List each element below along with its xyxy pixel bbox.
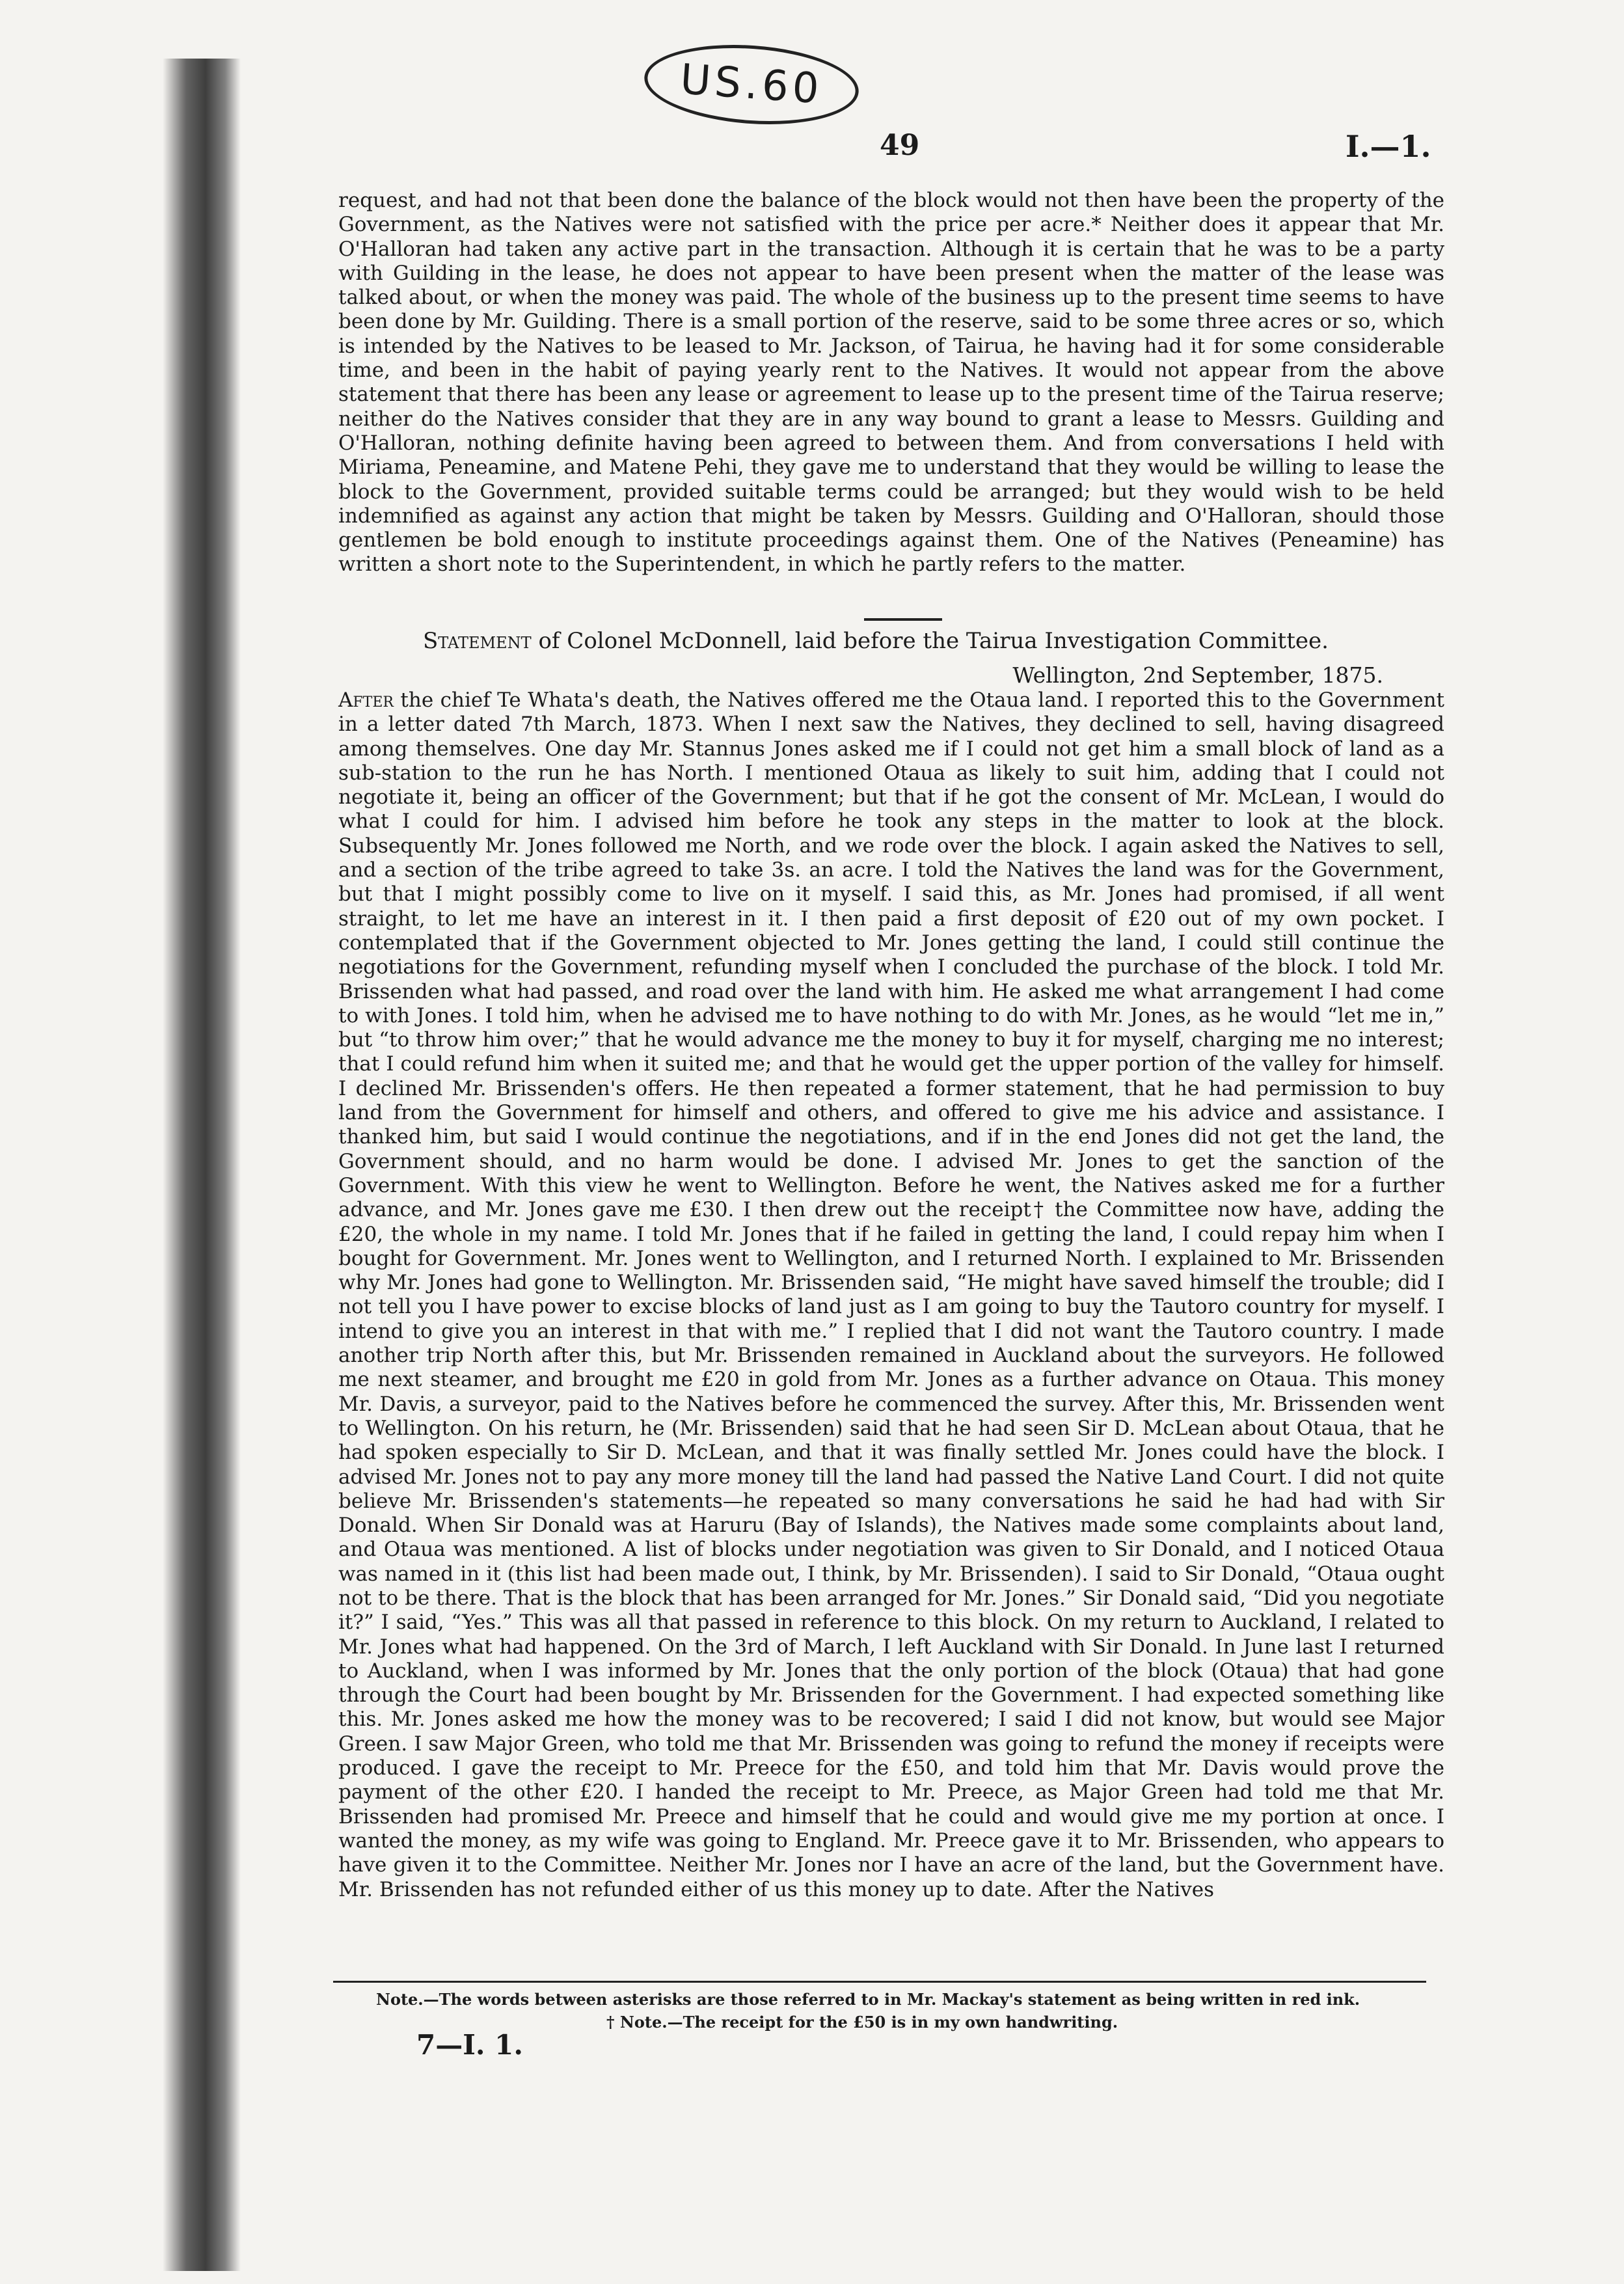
paragraph-text: request, and had not that been done the balance of the block would not then have been the property of the Government, as the Natives were not satisfied with the price per acre.* Neither does it appear that Mr. O'Halloran had taken any active part in the transaction. Although it is certain that he was to be a party with Guilding in the lease, he does not appear to have been present when the matter of the lease was talked about, or when the money was paid. The whole of the business up to the present time seems to have been done by Mr. Guilding. There is a small portion of the reserve, said to be some three acres or so, which is intended by the Natives to be leased to Mr. Jackson, of Tairua, he having had it for some considerable time, and been in the habit of paying yearly rent to the Natives. It would not appear from the above statement that there has been any lease or agreement to lease up to the present time of the Tairua reserve; neither do the Natives consider that they are in any way bound to grant a lease to Messrs. Guilding and O'Halloran, nothing definite having been agreed to between them. And from conversations I held with Miriama, Peneamine, and Matene Pehi, they gave me to understand that they would be willing to lease the block to the Government, provided suitable terms could be arranged; but they would wish to be held indemnified as against any action that might be taken by Messrs. Guilding and O'Halloran, should those gentlemen be bold enough to institute proceedings against them. One of the Natives (Peneamine) has written a short note to the Superintendent, in which he partly refers to the matter. (338, 189, 1444, 577)
heading-lead: Statement (423, 628, 532, 654)
statement-paragraph (338, 688, 1444, 1902)
series-reference: I.—1. (1346, 129, 1431, 164)
footnote-dagger: † Note.—The receipt for the £50 is in my own handwriting. (606, 2013, 1118, 2032)
footnote-divider (333, 1981, 1426, 1983)
heading-text: of Colonel McDonnell, laid before the Tairua Investigation Committee. (531, 628, 1329, 654)
footnote-asterisk: Note.—The words between asterisks are those referred to in Mr. Mackay's statement as being written in red ink. (376, 1990, 1360, 2009)
statement-heading (423, 628, 1329, 654)
binding-shadow (163, 59, 241, 2271)
opening-paragraph (338, 189, 1444, 577)
page-number: 49 (880, 129, 920, 162)
sheet-signature: 7—I. 1. (416, 2029, 523, 2061)
paragraph-text: the chief Te Whata's death, the Natives offered me the Otaua land. I reported this to the Government in a letter dated 7th March, 1873. When I next saw the Natives, they declined to sell, having disagreed among themselves. One day Mr. Stannus Jones asked me if I could not get him a small block of land as a sub-station to the run he has North. I mentioned Otaua as likely to suit him, adding that I could not negotiate it, being an officer of the Government; but that if he got the consent of Mr. McLean, I would do what I could for him. I advised him before he took any steps in the matter to look at the block. Subsequently Mr. Jones followed me North, and we rode over the block. I again asked the Natives to sell, and a section of the tribe agreed to take 3s. an acre. I told the Natives the land was for the Government, but that I might possibly come to live on it myself. I said this, as Mr. Jones had promised, if all went straight, to let me have an interest in it. I then paid a first deposit of £20 out of my own pocket. I contemplated that if the Government objected to Mr. Jones getting the land, I could still continue the negotiations for the Government, refunding myself when I concluded the purchase of the block. I told Mr. Brissenden what had passed, and road over the land with him. He asked me what arrangement I had come to with Jones. I told him, when he advised me to have nothing to do with Mr. Jones, as he would “let me in,” but “to throw him over;” that he would advance me the money to buy it for myself, charging me no interest; that I could refund him when it suited me; and that he would get the upper portion of the valley for himself. I declined Mr. Brissenden's offers. He then repeated a former statement, that he had permission to buy land from the Government for himself and others, and offered to give me his advice and assistance. I thanked him, but said I would continue the negotiations, and if in the end Jones did not get the land, the Government should, and no harm would be done. I advised Mr. Jones to get the sanction of the Government. With this view he went to Wellington. Before he went, the Natives asked me for a further advance, and Mr. Jones gave me £30. I then drew out the receipt† the Committee now have, adding the £20, the whole in my name. I told Mr. Jones that if he failed in getting the land, I could repay him when I bought for Government. Mr. Jones went to Wellington, and I returned North. I explained to Mr. Brissenden why Mr. Jones had gone to Wellington. Mr. Brissenden said, “He might have saved himself the trouble; did I not tell you I have power to excise blocks of land just as I am going to buy the Tautoro country for myself. I intend to give you an interest in that with me.” I replied that I did not want the Tautoro country. I made another trip North after this, but Mr. Brissenden remained in Auckland about the surveyors. He followed me next steamer, and brought me £20 in gold from Mr. Jones as a further advance on Otaua. This money Mr. Davis, a surveyor, paid to the Natives before he commenced the survey. After this, Mr. Brissenden went to Wellington. On his return, he (Mr. Brissenden) said that he had seen Sir D. McLean about Otaua, that he had spoken especially to Sir D. McLean, and that it was finally settled Mr. Jones could have the block. I advised Mr. Jones not to pay any more money till the land had passed the Native Land Court. I did not quite believe Mr. Brissenden's statements—he repeated so many conversations he said he had had with Sir Donald. When Sir Donald was at Haruru (Bay of Islands), the Natives made some complaints about land, and Otaua was mentioned. A list of blocks under negotiation was given to Sir Donald, and I noticed Otaua was named in it (this list had been made out, I think, by Mr. Brissenden). I said to Sir Donald, “Otaua ought not to be there. That is the block that has been arranged for Mr. Jones.” Sir Donald said, “Did you negotiate it?” I said, “Yes.” This was all that passed in reference to this block. On my return to Auckland, I related to Mr. Jones what had happened. On the 3rd of March, I left Auckland with Sir Donald. In June last I returned to Auckland, when I was informed by Mr. Jones that the only portion of the block (Otaua) that had gone through the Court had been bought by Mr. Brissenden for the Government. I had expected something like this. Mr. Jones asked me how the money was to be recovered; I said I did not know, but would see Major Green. I saw Major Green, who told me that Mr. Brissenden was going to refund the money if receipts were produced. I gave the receipt to Mr. Preece for the £50, and told him that Mr. Davis would prove the payment of the other £20. I handed the receipt to Mr. Preece, as Major Green had told me that Mr. Brissenden had promised Mr. Preece and himself that he could and would give me my portion at once. I wanted the money, as my wife was going to England. Mr. Preece gave it to Mr. Brissenden, who appears to have given it to the Committee. Neither Mr. Jones nor I have an acre of the land, but the Government have. Mr. Brissenden has not refunded either of us this money up to date. After the Natives (338, 688, 1444, 1901)
stamp-text: US.60 (679, 55, 824, 114)
dateline: Wellington, 2nd September, 1875. (1012, 662, 1383, 688)
paragraph-lead: After (338, 688, 394, 712)
section-divider (864, 618, 942, 621)
archive-stamp (642, 38, 861, 131)
